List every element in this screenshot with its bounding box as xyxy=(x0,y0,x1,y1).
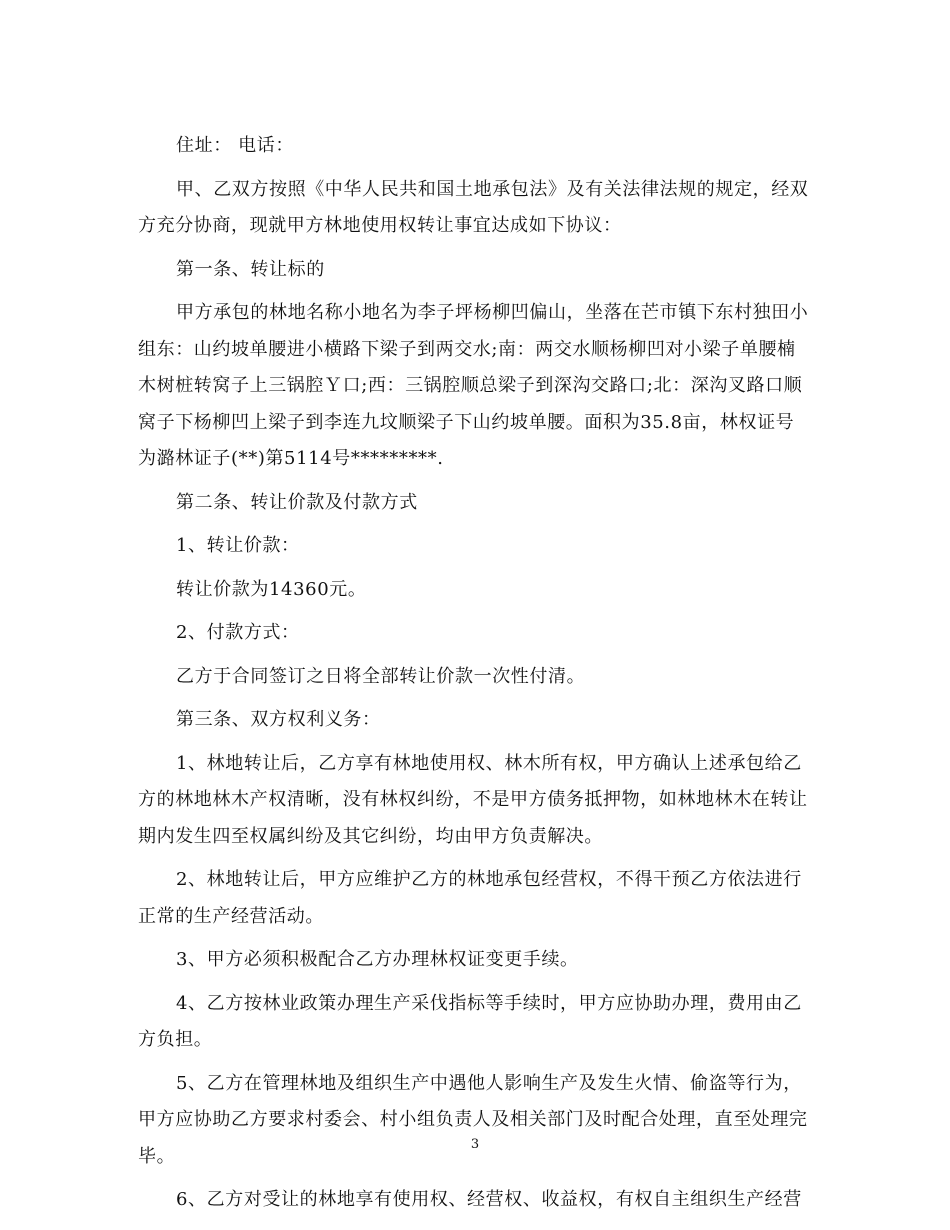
page-number: 3 xyxy=(470,1137,480,1152)
article-1-body: 甲方承包的林地名称小地名为李子坪杨柳凹偏山，坐落在芒市镇下东村独田小组东：山约坡单腰进小横路下梁子到两交水;南：两交水顺杨柳凹对小梁子单腰楠木树桩转窝子上三锅腔Ｙ口;西：三锅腔顺总梁子到深沟交路口;北：深沟叉路口顺窝子下杨柳凹上梁子到李连九坟顺梁子下山约坡单腰。面积为35.8亩，林权证号为潞林证子(**)第5114号*********. xyxy=(138,302,809,469)
address-phone-line: 住址： 电话： xyxy=(176,135,294,156)
obligation-3: 3、甲方必须积极配合乙方办理林权证变更手续。 xyxy=(176,949,579,970)
preamble-paragraph: 甲、乙双方按照《中华人民共和国土地承包法》及有关法律法规的规定，经双方充分协商，现就甲方林地使用权转让事宜达成如下协议： xyxy=(138,178,809,236)
obligation-1: 1、林地转让后，乙方享有林地使用权、林木所有权，甲方确认上述承包给乙方的林地林木产权清晰，没有林权纠纷，不是甲方债务抵押物，如林地林木在转让期内发生四至权属纠纷及其它纠纷，均由甲方负责解决。 xyxy=(138,752,808,847)
document-body xyxy=(138,128,810,1226)
transfer-price-body: 转让价款为14360元。 xyxy=(176,578,367,600)
obligation-5: 5、乙方在管理林地及组织生产中遇他人影响生产及发生火情、偷盗等行为，甲方应协助乙方要求村委会、村小组负责人及相关部门及时配合处理，直至处理完毕。 xyxy=(138,1072,808,1167)
payment-method-heading: 2、付款方式： xyxy=(176,622,300,643)
article-3-heading: 第三条、双方权利义务： xyxy=(176,709,381,730)
payment-method-body: 乙方于合同签订之日将全部转让价款一次性付清。 xyxy=(176,665,586,687)
article-2-heading: 第二条、转让价款及付款方式 xyxy=(176,491,418,513)
obligation-2: 2、林地转让后，甲方应维护乙方的林地承包经营权，不得干预乙方依法进行正常的生产经营活动。 xyxy=(138,869,802,927)
obligation-6: 6、乙方对受让的林地享有使用权、经营权、收益权，有权自主组织生产经营 xyxy=(176,1189,802,1210)
obligation-4: 4、乙方按林业政策办理生产采伐指标等手续时，甲方应协助办理，费用由乙方负担。 xyxy=(138,992,802,1050)
transfer-price-heading: 1、转让价款： xyxy=(176,535,300,556)
article-1-heading: 第一条、转让标的 xyxy=(176,258,325,280)
